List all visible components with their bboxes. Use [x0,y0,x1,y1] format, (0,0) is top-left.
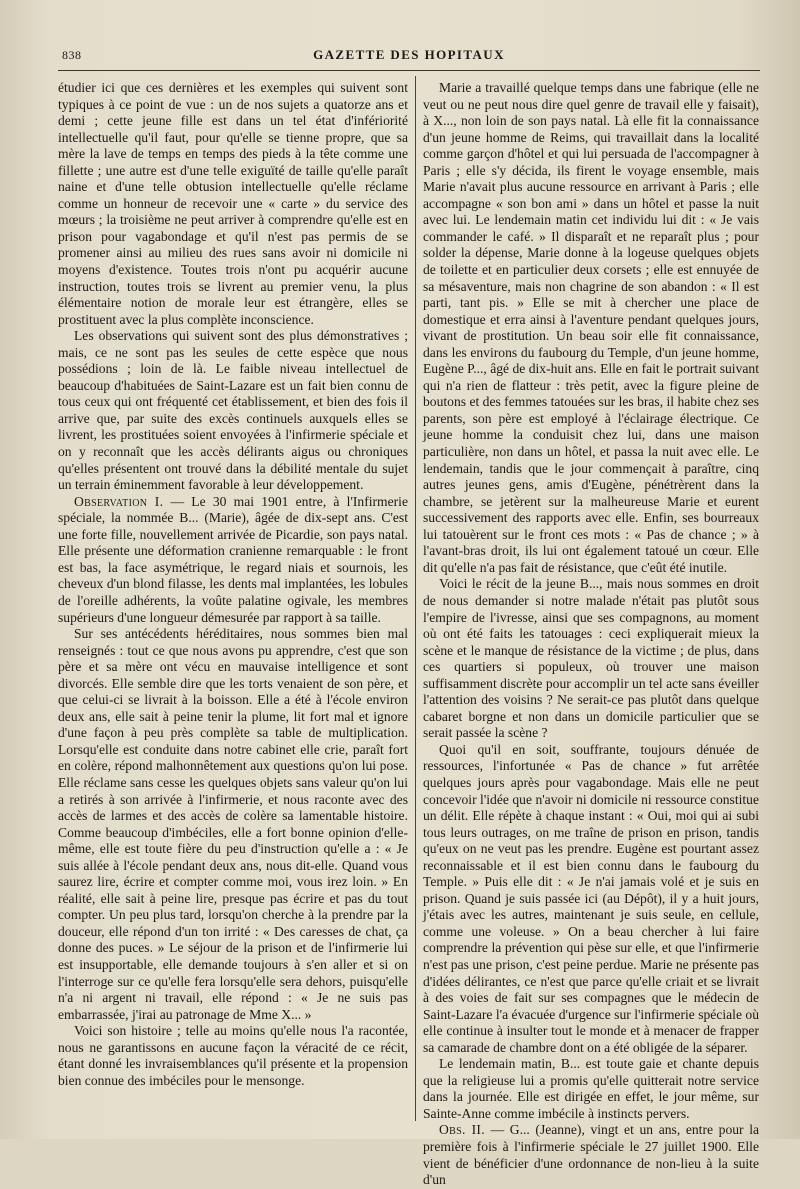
paragraph [423,576,759,741]
journal-title: GAZETTE DES HOPITAUX [313,47,505,62]
observation-label: Observation I. [74,493,164,509]
paragraph-text: — Le 30 mai 1901 entre, à l'Infirmerie spéciale, la nommée B... (Marie), âgée de dix-sept ans. C'est une forte fille, nouvellement arrivée de Picardie, son pays natal. Elle présente une déformation cranienne remarquable : le front est bas, la face asymétrique, le regard niais et sournois, les cheveux d'un blond filasse, les dents mal implantées, les lobules de l'oreille adhérents, la voûte palatine ogivale, les membres supérieurs d'une longueur démesurée par rapport à sa taille. [58,493,408,625]
right-column [423,80,759,1189]
observation-paragraph [58,494,408,626]
paragraph [423,1056,759,1122]
paragraph-text: Voici le récit de la jeune B..., mais nous sommes en droit de nous demander si notre malade n'était pas plutôt sous l'empire de l'ivresse, ainsi que ses compagnons, au moment où ont été faits les tatouages : ceci expliquerait mieux la scène et le manque de résistance de la victime ; de plus, dans ces quartiers si populeux, où trouver une maison suffisamment discrète pour accomplir un tel acte sans éveiller l'attention des voisins ? Ne serait-ce pas plutôt dans quelque cabaret borgne et non dans un domicile particulier que se serait passée la scène ? [423,576,759,741]
paragraph [423,80,759,576]
paragraph-text: Sur ses antécédents héréditaires, nous sommes bien mal renseignés : tout ce que nous avons pu apprendre, c'est que son père et sa mère ont vécu en mauvaise intelligence et sont divorcés. Elle semble dire que les torts venaient de son père, et que celui-ci se livrait à la boisson. Elle a été à l'école environ deux ans, elle sait à peine tenir la plume, lit fort mal et ignore d'une façon à peu près complète sa table de multiplication. Lorsqu'elle est conduite dans notre cabinet elle crie, paraît fort en colère, répond malhonnêtement aux questions qu'on lui pose. Elle réclame sans cesse les quelques objets sans valeur qu'on lui a retirés à son arrivée à l'infirmerie, et nous raconte avec des accès de larmes et des accès de colère sa lamentable histoire. Comme beaucoup d'imbéciles, elle a fort bonne opinion d'elle-même, elle est toute fière du peu d'instruction qu'elle a : « Je suis allée à l'école pendant deux ans, nous dit-elle. Quand vous saurez lire, écrire et compter comme moi, vous irez loin. » En réalité, elle sait à peine lire, presque pas écrire et pas du tout compter. Un peu plus tard, lorsqu'on cherche à la prendre par la douceur, elle répond d'un ton irrité : « Des caresses de chat, ça donne des puces. » Le séjour de la prison et de l'infirmerie lui est insupportable, elle demande toujours à s'en aller et si on l'interroge sur ce qu'elle fera lorsqu'elle sera dehors, puisqu'elle n'a ni argent ni travail, elle répond : « Je ne suis pas embarrassée, j'irai au patronage de Mme X... » [58,626,408,1022]
paragraph [423,742,759,1056]
page-header [58,44,760,66]
paragraph-text: Quoi qu'il en soit, souffrante, toujours dénuée de ressources, l'infortunée « Pas de chance » fut arrêtée quelques jours après pour vagabondage. Mais elle ne peut concevoir l'idée que n'avoir ni domicile ni ressource constitue un délit. Elle répète à chaque instant : « Oui, moi qui ai subi tous leurs outrages, on me traîne de prison en prison, tandis qu'eux on ne veut pas les prendre. Eugène est pourtant assez reconnaissable et il est bien connu dans le faubourg du Temple. » Puis elle dit : « Je n'ai jamais volé et je suis en prison. Quand je suis passée ici (au Dépôt), il y a huit jours, j'étais avec les autres, maintenant je suis seule, en cellule, comme une voleuse. » On a beau chercher à lui faire comprendre la prévention qui pèse sur elle, et que l'infirmerie n'est pas une prison, c'est peine perdue. Marie ne présente pas d'idées délirantes, ce n'est que parce qu'elle criait et se livrait à des voies de fait sur ses compagnes que le médecin de Saint-Lazare l'a évacuée d'urgence sur l'infirmerie spéciale où elle continue à insulter tout le monde et à menacer de frapper sa camarade de chambre dont on a été obligée de la séparer. [423,741,759,1055]
observation-label: Obs. II. [439,1122,485,1138]
paragraph [58,626,408,1023]
paragraph-text: Le lendemain matin, B... est toute gaie et chante depuis que la religieuse lui a promis qu'elle quitterait notre service dans la journée. Elle est dirigée en effet, le jour même, sur Sainte-Anne comme imbécile à instincts pervers. [423,1056,759,1121]
paragraph [58,1023,408,1089]
left-column [58,80,408,1089]
paragraph-text: Marie a travaillé quelque temps dans une fabrique (elle ne veut ou ne peut nous dire quel genre de travail elle y faisait), à X..., non loin de son pays natal. Là elle fit la connaissance d'un jeune homme de Reims, qui travaillait dans la localité comme garçon d'hôtel et qui lui persuada de l'accompagner à Paris ; elle s'y décida, ils firent le voyage ensemble, mais Marie n'avait plus aucune ressource en arrivant à Paris ; elle accompagne « son bon ami » dans un hôtel et passe la nuit avec lui. Le lendemain matin cet individu lui dit : « Je vais commander le café. » Il disparaît et ne reparaît plus ; pour solder la dépense, Marie donne à la logeuse quelques objets de toilette et en particulier deux corsets ; elle est ennuyée de sa mésaventure, mais non chagrine de son abandon : « Il est parti, tant pis. » Elle se mit à chercher une place de domestique et erra ainsi à l'aventure pendant quelques jours, vivant de prostitution. Un beau soir elle fit connaissance, dans les environs du faubourg du Temple, d'un jeune homme, Eugène P..., âgé de dix-huit ans. Elle en fait le portrait suivant qui n'a rien de flatteur : très petit, avec la figure pleine de boutons et des femmes tatouées sur les bras, il habite chez ses parents, son père est employé à l'éclairage électrique. Ce jeune homme la conduisit chez lui, dans une maison particulière, non dans un hôtel, et passa la nuit avec elle. Le lendemain, tandis que le jour commençait à paraître, cinq autres jeunes gens, amis d'Eugène, pénétrèrent dans la chambre, se jetèrent sur la malheureuse Marie et eurent successivement des rapports avec elle. Enfin, ses bourreaux lui tatouèrent sur le front ces mots : « Pas de chance ; » à l'avant-bras droit, ils lui ont également tatoué un cœur. Elle dit qu'elle n'a pas fait de résistance, que c'eût été inutile. [423,80,759,575]
paragraph-text: étudier ici que ces dernières et les exemples qui suivent sont typiques à ce point de vue : un de nos sujets a quatorze ans et demi ; cette jeune fille est dans un tel état d'infériorité intellectuelle qu'il faut, pour qu'elle se tienne propre, que sa mère la lave de temps en temps des pieds à la tête comme une fillette ; une autre est d'une telle exiguïté de taille qu'elle paraît naine et d'une telle obtusion intellectuelle qu'elle réclame comme un honneur de recevoir une « carte » du service des mœurs ; la troisième ne peut arriver à comprendre qu'elle est en prison pour vagabondage et qu'il n'est pas permis de se promener ainsi au milieu des rues sans avoir ni domicile ni moyens d'existence. Toutes trois n'ont pu acquérir aucune instruction, toutes trois se livrent au premier venu, la plus élémentaire notion de morale leur est étrangère, elles se prostituent avec la plus complète inconscience. [58,80,408,327]
header-rule [58,70,760,71]
paragraph [58,328,408,493]
column-divider [415,76,416,1121]
observation-paragraph [423,1122,759,1188]
paragraph-text: Les observations qui suivent sont des plus démonstratives ; mais, ce ne sont pas les seules de cette espèce que nous possédions ; loin de là. Le faible niveau intellectuel de beaucoup d'habituées de Saint-Lazare est un fait bien connu de tous ceux qui ont fréquenté cet établissement, et bien des fois il arrive que, par suite des excès continuels auxquels elles se livrent, les prostituées soient envoyées à l'infirmerie spéciale et on y reconnaît que les accès délirants aigus ou chroniques qu'elles présentent ont trouvé dans la débilité mentale du sujet un terrain éminemment favorable à leur développement. [58,328,408,493]
paragraph-text: — G... (Jeanne), vingt et un ans, entre pour la première fois à l'infirmerie spéciale le 27 juillet 1900. Elle vient de bénéficier d'une ordonnance de non-lieu à la suite d'un [423,1122,759,1188]
paragraph [58,80,408,328]
paragraph-text: Voici son histoire ; telle au moins qu'elle nous l'a racontée, nous ne garantissons en aucune façon la véracité de ce récit, étant donné les invraisemblances qu'il présente et la propension bien connue des imbéciles pour le mensonge. [58,1023,408,1088]
page-number: 838 [62,48,82,62]
